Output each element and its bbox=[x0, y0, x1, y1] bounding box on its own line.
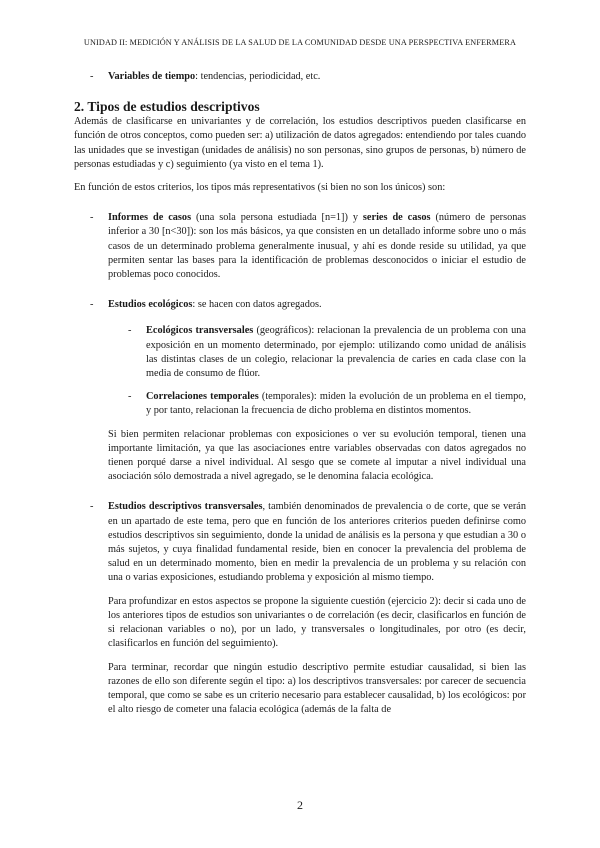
bullet-descriptivos-transversales bbox=[74, 500, 526, 585]
subbullet-text: (temporales): miden la evolución de un problema en el tiempo, y por tanto, relacionan la frecuencia de dicho problema en distintos momentos. bbox=[146, 391, 526, 417]
bullet-text: , también denominados de prevalencia o de corte, que se verán en un apartado de este tema, pero que en función de los anteriores criterios pueden definirse como estudios descriptivos sin seguimiento, donde la unidad de análisis es la persona y que estudian a 30 o más sujetos, y cuya finalidad fundamental reside, bien en conocer la prevalencia del problema de salud en un determinado momento, bien en medir la prevalencia de un problema y su relación con una o varias exposiciones, estudiando problema y exposición al mismo tiempo. bbox=[108, 501, 527, 584]
criteria-paragraph: En función de estos criterios, los tipos más representativos (si bien no son los únicos) son: bbox=[74, 182, 446, 194]
bullet-dash: - bbox=[90, 71, 94, 82]
bullet-text: : se hacen con datos agregados. bbox=[192, 299, 322, 311]
bullet-dash: - bbox=[90, 299, 94, 311]
term-variables-tiempo: Variables de tiempo bbox=[108, 71, 196, 82]
bullet-estudios-ecologicos bbox=[74, 298, 526, 312]
term-ecologicos-transversales: Ecológicos transversales bbox=[146, 325, 254, 337]
subbullet-dash: - bbox=[128, 391, 132, 403]
section-title: 2. Tipos de estudios descriptivos bbox=[74, 99, 260, 115]
bullet-variables-tiempo bbox=[74, 70, 526, 84]
bullet-text: (número de personas inferior a 30 [n<30]): son los más básicos, ya que consisten en un detallado informe sobre uno o más casos de un determinado problema generalmente inusual, y ahí es donde reside su utilidad, ya que permiten sentar las bases para la identificación de problemas desconocidos o iniciar el estudio de problemas poco conocidos. bbox=[108, 212, 526, 281]
page-body bbox=[74, 70, 526, 717]
closing-paragraph: Para terminar, recordar que ningún estudio descriptivo permite estudiar causalidad, si bien las razones de ello son diferente según el tipo: a) los descriptivos transversales: por carecer de secuencia temporal, que como se sabe es un criterio necesario para establecer causalidad, b) los ecológicos: por el alto riesgo de cometer una falacia ecológica (además de la falta de bbox=[108, 661, 526, 716]
page-number: 2 bbox=[297, 798, 303, 812]
subbullet-text: (geográficos): relacionan la prevalencia de un problema con una exposición en un momento determinado, por ejemplo: utilizando como unidad de análisis las distintas clases de un colegio, relacionar la prevalencia de caries en cada clase con la media de consumo de flúor. bbox=[146, 325, 527, 380]
running-header: UNIDAD II: MEDICIÓN Y ANÁLISIS DE LA SALUD DE LA COMUNIDAD DESDE UNA PERSPECTIVA ENFERMERA bbox=[83, 38, 517, 47]
bullet-text: (una sola persona estudiada [n=1]) y bbox=[191, 212, 363, 224]
exercise-paragraph: Para profundizar en estos aspectos se propone la siguiente cuestión (ejercicio 2): decir si cada uno de los anteriores tipos de estudios son univariantes o de correlación (es decir, clasificarlos en función de si relacionan variables o no), por un lado, y transversales o longitudinales, por otro (es decir, clasificarlos en función del seguimiento). bbox=[108, 595, 526, 650]
section-intro-paragraph: Además de clasificarse en univariantes y de correlación, los estudios descriptivos pueden clasificarse en función de otros conceptos, como pueden ser: a) utilización de datos agregados: entendiendo por tales cuando las unidades que se investigan (unidades de análisis) no son personas, sino grupos de personas, b) número de personas estudiadas y c) seguimiento (ya visto en el tema 1). bbox=[74, 116, 526, 170]
subbullet-ecologicos-transversales bbox=[74, 324, 526, 381]
term-estudios-ecologicos: Estudios ecológicos bbox=[108, 299, 193, 311]
bullet-informes-casos bbox=[74, 211, 526, 282]
ecologicos-limitation-paragraph: Si bien permiten relacionar problemas con exposiciones o ver su evolución temporal, tienen una importante limitación, ya que las asociaciones entre variables observadas con datos agregados no tienen porqué darse a nivel individual. Al sesgo que se comete al imputar a nivel individual una asociación sólo demostrada a nivel agregado, se le denomina falacia ecológica. bbox=[108, 428, 526, 483]
term-descriptivos-transversales: Estudios descriptivos transversales bbox=[108, 501, 263, 513]
subbullet-dash: - bbox=[128, 325, 132, 337]
term-series-casos: series de casos bbox=[362, 212, 431, 224]
bullet-text: : tendencias, periodicidad, etc. bbox=[195, 71, 321, 82]
term-correlaciones-temporales: Correlaciones temporales bbox=[146, 391, 259, 403]
subbullet-correlaciones-temporales bbox=[74, 390, 526, 418]
bullet-dash: - bbox=[90, 212, 94, 224]
bullet-dash: - bbox=[90, 501, 94, 513]
term-informes-casos: Informes de casos bbox=[108, 212, 192, 224]
